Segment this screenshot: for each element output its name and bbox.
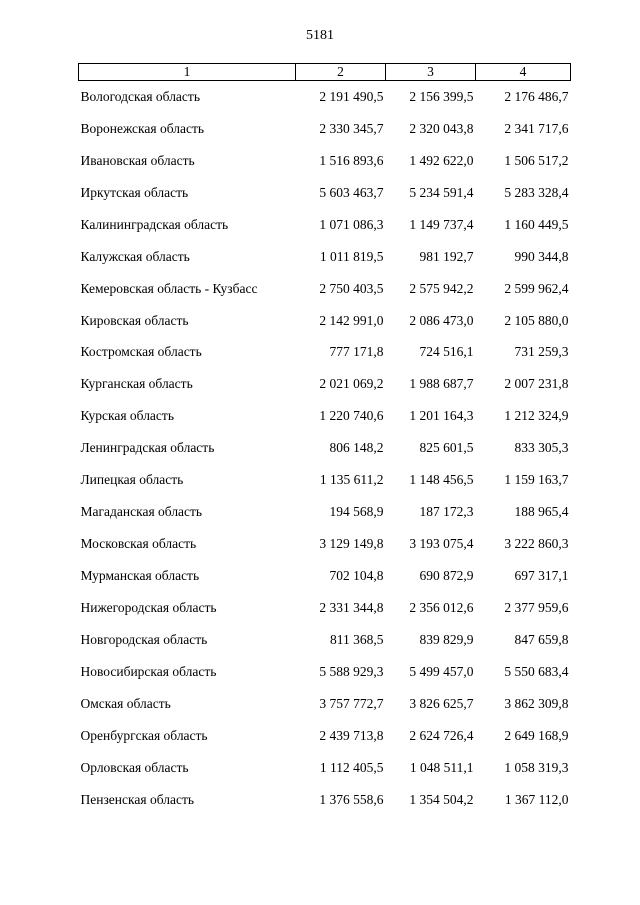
table-row	[79, 273, 571, 305]
table-row	[79, 209, 571, 241]
value-col-2: 3 757 772,7	[319, 695, 384, 711]
value-col-3: 3 193 075,4	[409, 536, 474, 552]
table-row	[79, 368, 571, 400]
table-header	[79, 64, 571, 81]
region-name: Калининградская область	[80, 216, 229, 232]
value-col-4: 3 222 860,3	[504, 536, 569, 552]
column-header-2: 2	[296, 64, 386, 81]
value-col-3: 2 624 726,4	[409, 727, 474, 743]
value-col-4: 2 105 880,0	[504, 312, 569, 328]
value-col-3: 825 601,5	[419, 440, 474, 456]
value-col-3: 2 575 942,2	[409, 280, 474, 296]
region-name: Калужская область	[80, 248, 190, 264]
value-col-3: 2 356 012,6	[409, 599, 474, 615]
value-col-3: 1 048 511,1	[409, 759, 474, 775]
table-row	[79, 624, 571, 656]
value-col-4: 2 007 231,8	[504, 376, 569, 392]
region-name: Нижегородская область	[80, 599, 217, 615]
value-col-4: 3 862 309,8	[504, 695, 569, 711]
column-header-1: 1	[79, 64, 296, 81]
table-row	[79, 305, 571, 337]
table-row	[79, 113, 571, 145]
region-name: Магаданская область	[80, 504, 203, 520]
value-col-3: 981 192,7	[419, 248, 474, 264]
value-col-4: 697 317,1	[514, 568, 569, 584]
value-col-2: 2 191 490,5	[319, 88, 384, 104]
region-name: Воронежская область	[80, 120, 205, 136]
region-name: Курская область	[80, 408, 174, 424]
value-col-3: 1 149 737,4	[409, 216, 474, 232]
value-col-3: 2 320 043,8	[409, 120, 474, 136]
value-col-2: 1 011 819,5	[319, 248, 384, 264]
value-col-4: 5 550 683,4	[504, 663, 569, 679]
column-header-4: 4	[476, 64, 571, 81]
value-col-2: 1 376 558,6	[319, 791, 384, 807]
region-name: Ленинградская область	[80, 440, 215, 456]
table-row	[79, 656, 571, 688]
region-name: Ивановская область	[80, 152, 195, 168]
region-name: Пензенская область	[80, 791, 194, 807]
value-col-4: 1 367 112,0	[504, 791, 569, 807]
table-row	[79, 241, 571, 273]
table-row	[79, 784, 571, 816]
table-row	[79, 720, 571, 752]
value-col-2: 2 750 403,5	[319, 280, 384, 296]
region-name: Мурманская область	[80, 568, 200, 584]
region-name: Омская область	[80, 695, 171, 711]
table-row	[79, 752, 571, 784]
value-col-2: 2 021 069,2	[319, 376, 384, 392]
region-name: Новосибирская область	[80, 663, 217, 679]
value-col-2: 1 112 405,5	[319, 759, 384, 775]
value-col-3: 5 234 591,4	[409, 184, 474, 200]
table-row	[79, 496, 571, 528]
value-col-2: 1 516 893,6	[319, 152, 384, 168]
region-name: Курганская область	[80, 376, 193, 392]
value-col-2: 2 331 344,8	[319, 599, 384, 615]
value-col-3: 690 872,9	[419, 568, 474, 584]
region-name: Оренбургская область	[80, 727, 208, 743]
value-col-4: 2 341 717,6	[504, 120, 569, 136]
value-col-4: 1 058 319,3	[504, 759, 569, 775]
region-name: Орловская область	[80, 759, 189, 775]
value-col-3: 3 826 625,7	[409, 695, 474, 711]
value-col-2: 1 135 611,2	[319, 472, 384, 488]
value-col-2: 1 071 086,3	[319, 216, 384, 232]
value-col-3: 724 516,1	[419, 344, 474, 360]
region-name: Новгородская область	[80, 631, 208, 647]
value-col-2: 1 220 740,6	[319, 408, 384, 424]
value-col-3: 1 201 164,3	[409, 408, 474, 424]
region-name: Кировская область	[80, 312, 189, 328]
value-col-4: 731 259,3	[514, 344, 569, 360]
table-row	[79, 81, 571, 113]
value-col-4: 847 659,8	[514, 631, 569, 647]
value-col-3: 2 156 399,5	[409, 88, 474, 104]
region-name: Кемеровская область - Кузбасс	[80, 280, 258, 296]
table-row	[79, 592, 571, 624]
value-col-4: 833 305,3	[514, 440, 569, 456]
table-row	[79, 464, 571, 496]
value-col-4: 188 965,4	[514, 504, 569, 520]
value-col-3: 2 086 473,0	[409, 312, 474, 328]
region-name: Костромская область	[80, 344, 202, 360]
page-number: 5181	[306, 28, 334, 43]
value-col-4: 1 506 517,2	[504, 152, 569, 168]
value-col-2: 2 142 991,0	[319, 312, 384, 328]
value-col-3: 1 148 456,5	[409, 472, 474, 488]
value-col-4: 1 212 324,9	[504, 408, 569, 424]
table-row	[79, 177, 571, 209]
value-col-4: 990 344,8	[514, 248, 569, 264]
value-col-2: 5 603 463,7	[319, 184, 384, 200]
column-header-3: 3	[386, 64, 476, 81]
value-col-2: 806 148,2	[329, 440, 384, 456]
table-row	[79, 400, 571, 432]
value-col-3: 839 829,9	[419, 631, 474, 647]
value-col-3: 5 499 457,0	[409, 663, 474, 679]
table-body	[79, 81, 571, 816]
value-col-2: 194 568,9	[329, 504, 384, 520]
table-row	[79, 432, 571, 464]
regions-table	[78, 63, 571, 816]
value-col-4: 2 649 168,9	[504, 727, 569, 743]
region-name: Вологодская область	[80, 88, 200, 104]
value-col-2: 2 330 345,7	[319, 120, 384, 136]
value-col-2: 5 588 929,3	[319, 663, 384, 679]
value-col-3: 1 988 687,7	[409, 376, 474, 392]
value-col-2: 3 129 149,8	[319, 536, 384, 552]
value-col-4: 5 283 328,4	[504, 184, 569, 200]
value-col-4: 2 377 959,6	[504, 599, 569, 615]
header-row	[79, 64, 571, 81]
region-name: Московская область	[80, 536, 197, 552]
region-name: Липецкая область	[80, 472, 184, 488]
value-col-4: 2 599 962,4	[504, 280, 569, 296]
value-col-4: 1 159 163,7	[504, 472, 569, 488]
table-row	[79, 528, 571, 560]
value-col-4: 1 160 449,5	[504, 216, 569, 232]
value-col-2: 702 104,8	[329, 568, 384, 584]
value-col-4: 2 176 486,7	[504, 88, 569, 104]
value-col-3: 187 172,3	[419, 504, 474, 520]
table-row	[79, 560, 571, 592]
table-row	[79, 337, 571, 369]
table-row	[79, 145, 571, 177]
value-col-2: 2 439 713,8	[319, 727, 384, 743]
value-col-3: 1 492 622,0	[409, 152, 474, 168]
region-name: Иркутская область	[80, 184, 189, 200]
table-row	[79, 688, 571, 720]
value-col-3: 1 354 504,2	[409, 791, 474, 807]
value-col-2: 777 171,8	[329, 344, 384, 360]
value-col-2: 811 368,5	[330, 631, 384, 647]
